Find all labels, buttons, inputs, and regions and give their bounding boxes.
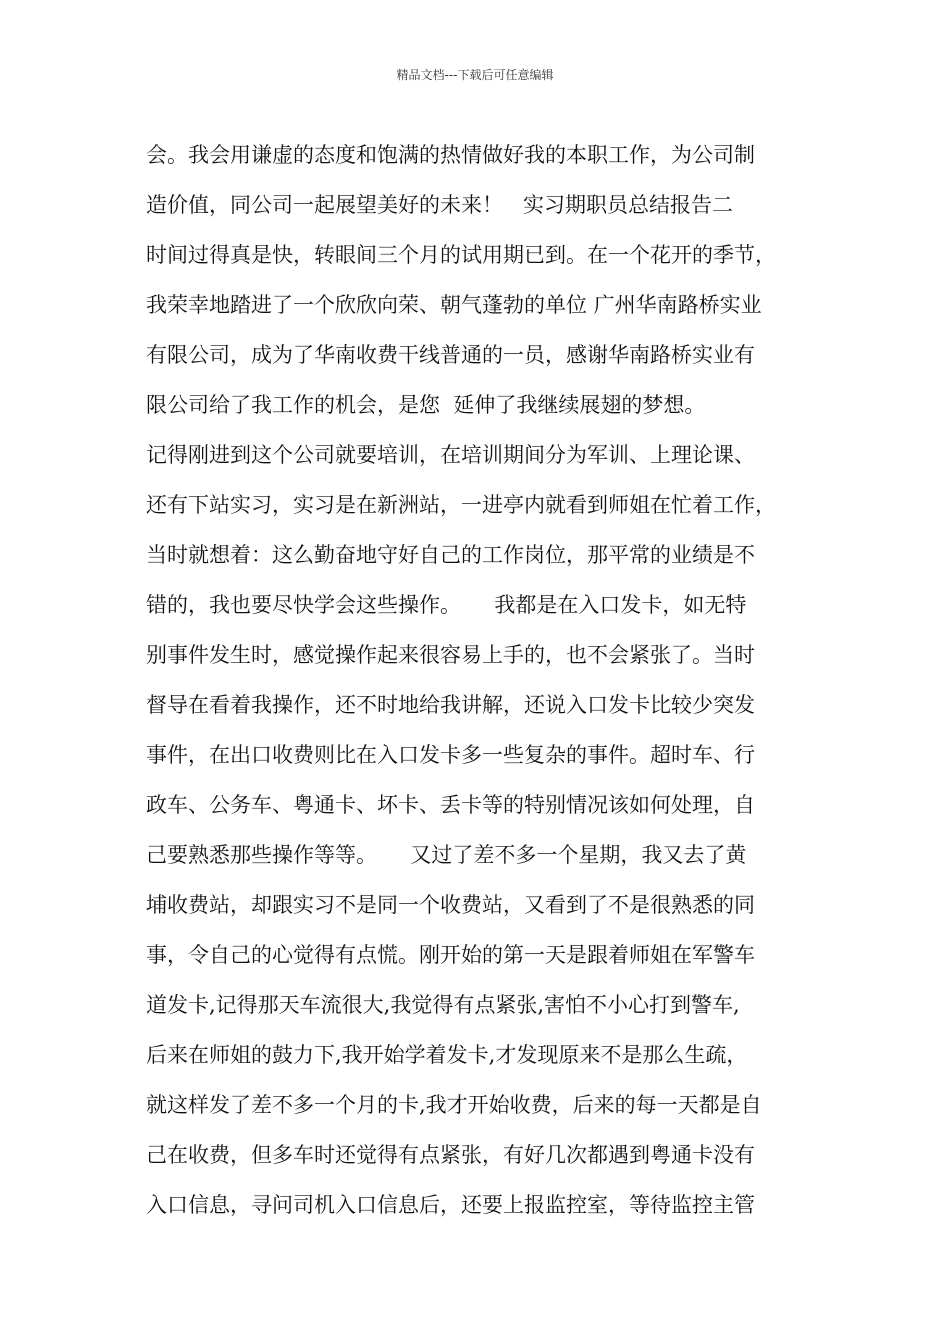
text-line: 我荣幸地踏进了一个欣欣向荣、朝气蓬勃的单位 广州华南路桥实业 <box>146 293 762 317</box>
text-line: 还有下站实习，实习是在新洲站，一进亭内就看到师姐在忙着工作， <box>146 493 776 517</box>
text-line: 有限公司，成为了华南收费干线普通的一员，感谢华南路桥实业有 <box>146 343 755 367</box>
text-line: 埔收费站，却跟实习不是同一个收费站，又看到了不是很熟悉的同 <box>146 893 755 917</box>
text-line: 当时就想着：这么勤奋地守好自己的工作岗位，那平常的业绩是不 <box>146 543 755 567</box>
text-line: 入口信息，寻问司机入口信息后，还要上报监控室，等待监控主管 <box>146 1193 755 1217</box>
page-header: 精品文档---下载后可任意编辑 <box>396 68 554 82</box>
text-line: 别事件发生时，感觉操作起来很容易上手的，也不会紧张了。当时 <box>146 643 755 667</box>
text-line: 后来在师姐的鼓力下,我开始学着发卡,才发现原来不是那么生疏， <box>146 1043 748 1067</box>
text-line: 时间过得真是快，转眼间三个月的试用期已到。在一个花开的季节， <box>146 243 776 267</box>
text-line: 会。我会用谦虚的态度和饱满的热情做好我的本职工作，为公司制 <box>146 143 755 167</box>
document-body <box>146 130 818 1230</box>
text-line: 政车、公务车、粤通卡、坏卡、丢卡等的特别情况该如何处理，自 <box>146 793 755 817</box>
text-line: 己要熟悉那些操作等等。 又过了差不多一个星期，我又去了黄 <box>146 843 747 867</box>
text-line: 事件，在出口收费则比在入口发卡多一些复杂的事件。超时车、行 <box>146 743 755 767</box>
text-line: 事，令自己的心觉得有点慌。刚开始的第一天是跟着师姐在军警车 <box>146 943 755 967</box>
text-line: 限公司给了我工作的机会，是您 延伸了我继续展翅的梦想。 <box>146 393 706 417</box>
text-line: 记得刚进到这个公司就要培训，在培训期间分为军训、上理论课、 <box>146 443 755 467</box>
text-line: 错的，我也要尽快学会这些操作。 我都是在入口发卡，如无特 <box>146 593 747 617</box>
text-line: 督导在看着我操作，还不时地给我讲解，还说入口发卡比较少突发 <box>146 693 755 717</box>
text-line: 就这样发了差不多一个月的卡,我才开始收费，后来的每一天都是自 <box>146 1093 762 1117</box>
text-line: 道发卡,记得那天车流很大,我觉得有点紧张,害怕不小心打到警车, <box>146 993 740 1017</box>
text-line: 造价值，同公司一起展望美好的未来！ 实习期职员总结报告二 <box>146 193 734 217</box>
text-line: 己在收费，但多车时还觉得有点紧张，有好几次都遇到粤通卡没有 <box>146 1143 755 1167</box>
